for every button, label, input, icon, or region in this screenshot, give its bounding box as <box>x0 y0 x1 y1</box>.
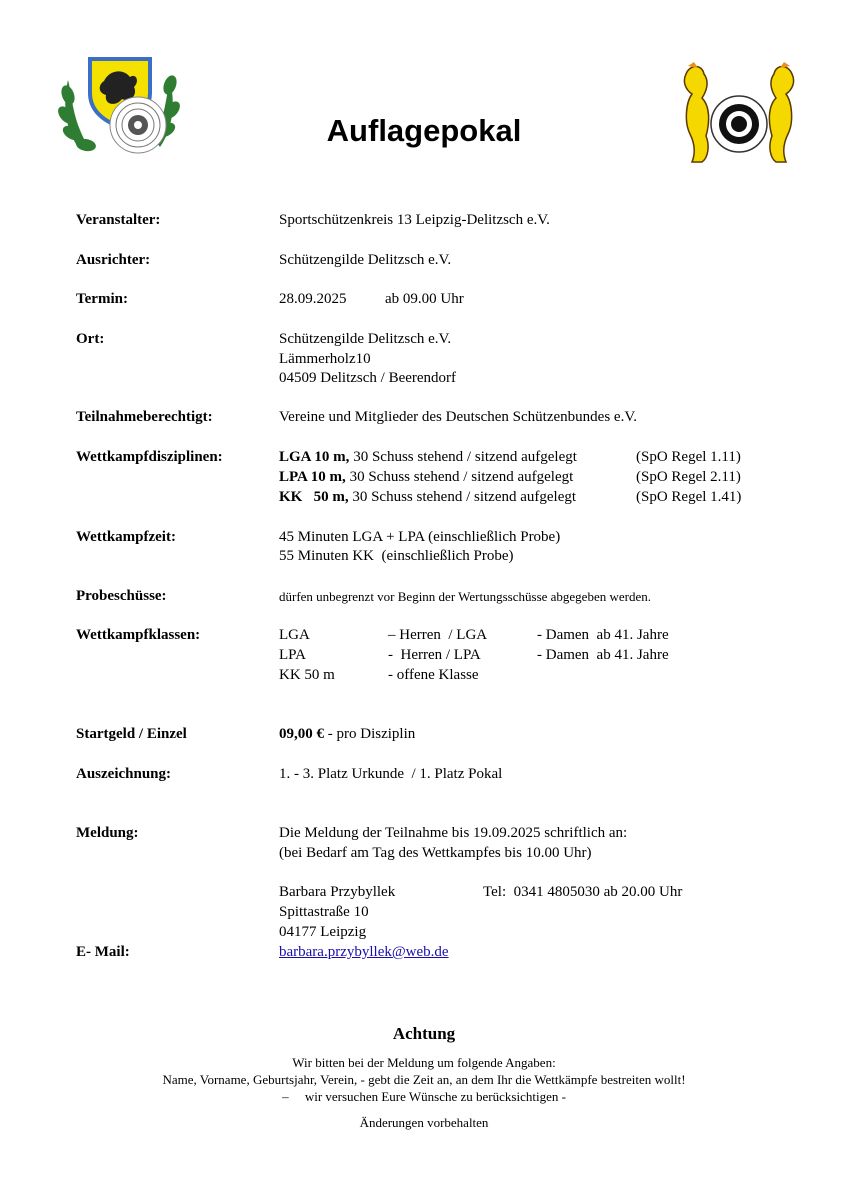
ort-label: Ort: <box>76 331 105 347</box>
veranstalter-label: Veranstalter: <box>76 212 161 228</box>
klasse-group: - Herren / LPA <box>388 647 481 663</box>
wettkampfzeit-line: 55 Minuten KK (einschließlich Probe) <box>279 548 514 564</box>
achtung-line2: Name, Vorname, Geburtsjahr, Verein, - gebt die Zeit an, an dem Ihr die Wettkämpfe bestreiten wollt! <box>162 1072 686 1087</box>
klasse-name: LPA <box>279 647 306 663</box>
contact-city: 04177 Leipzig <box>279 924 367 940</box>
klasse-damen: - Damen ab 41. Jahre <box>537 647 669 663</box>
klasse-group: - offene Klasse <box>388 667 479 683</box>
ort-line: Schützengilde Delitzsch e.V. <box>279 331 452 347</box>
meldung-line1: Die Meldung der Teilnahme bis 19.09.2025 schriftlich an: <box>279 825 628 841</box>
achtung-line4: Änderungen vorbehalten <box>359 1115 489 1130</box>
ausrichter-value: Schützengilde Delitzsch e.V. <box>279 252 452 268</box>
ort-line: 04509 Delitzsch / Beerendorf <box>279 370 457 386</box>
achtung-title: Achtung <box>392 1024 456 1043</box>
contact-street: Spittastraße 10 <box>279 904 369 920</box>
ort-line: Lämmerholz10 <box>279 351 371 367</box>
disziplin-row <box>279 447 577 467</box>
disziplin-text: 30 Schuss stehend / sitzend aufgelegt <box>348 489 577 505</box>
auszeichnung-label: Auszeichnung: <box>76 766 172 782</box>
ausrichter-label: Ausrichter: <box>76 252 151 268</box>
klassen-label: Wettkampfklassen: <box>76 627 201 643</box>
disziplin-text: 30 Schuss stehend / sitzend aufgelegt <box>345 469 574 485</box>
disziplinen-label: Wettkampfdisziplinen: <box>76 449 223 465</box>
veranstalter-value: Sportschützenkreis 13 Leipzig-Delitzsch e.V. <box>279 212 550 228</box>
startgeld-label: Startgeld / Einzel <box>76 726 187 742</box>
startgeld-suffix: - pro Disziplin <box>324 726 416 742</box>
disziplin-rule: (SpO Regel 1.11) <box>636 449 741 465</box>
disziplin-name: LPA 10 m, <box>279 469 346 485</box>
meldung-line2: (bei Bedarf am Tag des Wettkampfes bis 10.00 Uhr) <box>279 845 592 861</box>
startgeld-value <box>279 724 415 744</box>
klasse-name: LGA <box>279 627 310 643</box>
teilnahme-value: Vereine und Mitglieder des Deutschen Schützenbundes e.V. <box>279 409 637 425</box>
disziplin-rule: (SpO Regel 1.41) <box>636 489 742 505</box>
probeschuesse-label: Probeschüsse: <box>76 588 167 604</box>
disziplin-rule: (SpO Regel 2.11) <box>636 469 741 485</box>
meldung-label: Meldung: <box>76 825 139 841</box>
termin-date: 28.09.2025 <box>279 291 347 307</box>
klasse-group: – Herren / LGA <box>388 627 488 643</box>
auszeichnung-value: 1. - 3. Platz Urkunde / 1. Platz Pokal <box>279 766 503 782</box>
achtung-line3: – wir versuchen Eure Wünsche zu berücksichtigen - <box>282 1089 566 1104</box>
page-title: Auflagepokal <box>326 113 522 148</box>
wettkampfzeit-line: 45 Minuten LGA + LPA (einschließlich Probe) <box>279 529 561 545</box>
disziplin-row <box>279 467 573 487</box>
disziplin-name: KK 50 m, <box>279 489 349 505</box>
email-label: E- Mail: <box>76 944 130 960</box>
termin-label: Termin: <box>76 291 128 307</box>
termin-time: ab 09.00 Uhr <box>385 291 464 307</box>
contact-name: Barbara Przybyllek <box>279 884 396 900</box>
disziplin-row <box>279 487 576 507</box>
probeschuesse-value: dürfen unbegrenzt vor Beginn der Wertungsschüsse abgegeben werden. <box>279 589 651 604</box>
klasse-name: KK 50 m <box>279 667 335 683</box>
disziplin-text: 30 Schuss stehend / sitzend aufgelegt <box>349 449 577 465</box>
contact-phone: Tel: 0341 4805030 ab 20.00 Uhr <box>483 884 683 900</box>
achtung-line1: Wir bitten bei der Meldung um folgende Angaben: <box>292 1055 556 1070</box>
email-link[interactable]: barbara.przybyllek@web.de <box>279 944 449 960</box>
disziplin-name: LGA 10 m, <box>279 449 350 465</box>
wettkampfzeit-label: Wettkampfzeit: <box>76 529 176 545</box>
startgeld-amount: 09,00 € <box>279 726 324 742</box>
klasse-damen: - Damen ab 41. Jahre <box>537 627 669 643</box>
teilnahme-label: Teilnahmeberechtigt: <box>76 409 213 425</box>
